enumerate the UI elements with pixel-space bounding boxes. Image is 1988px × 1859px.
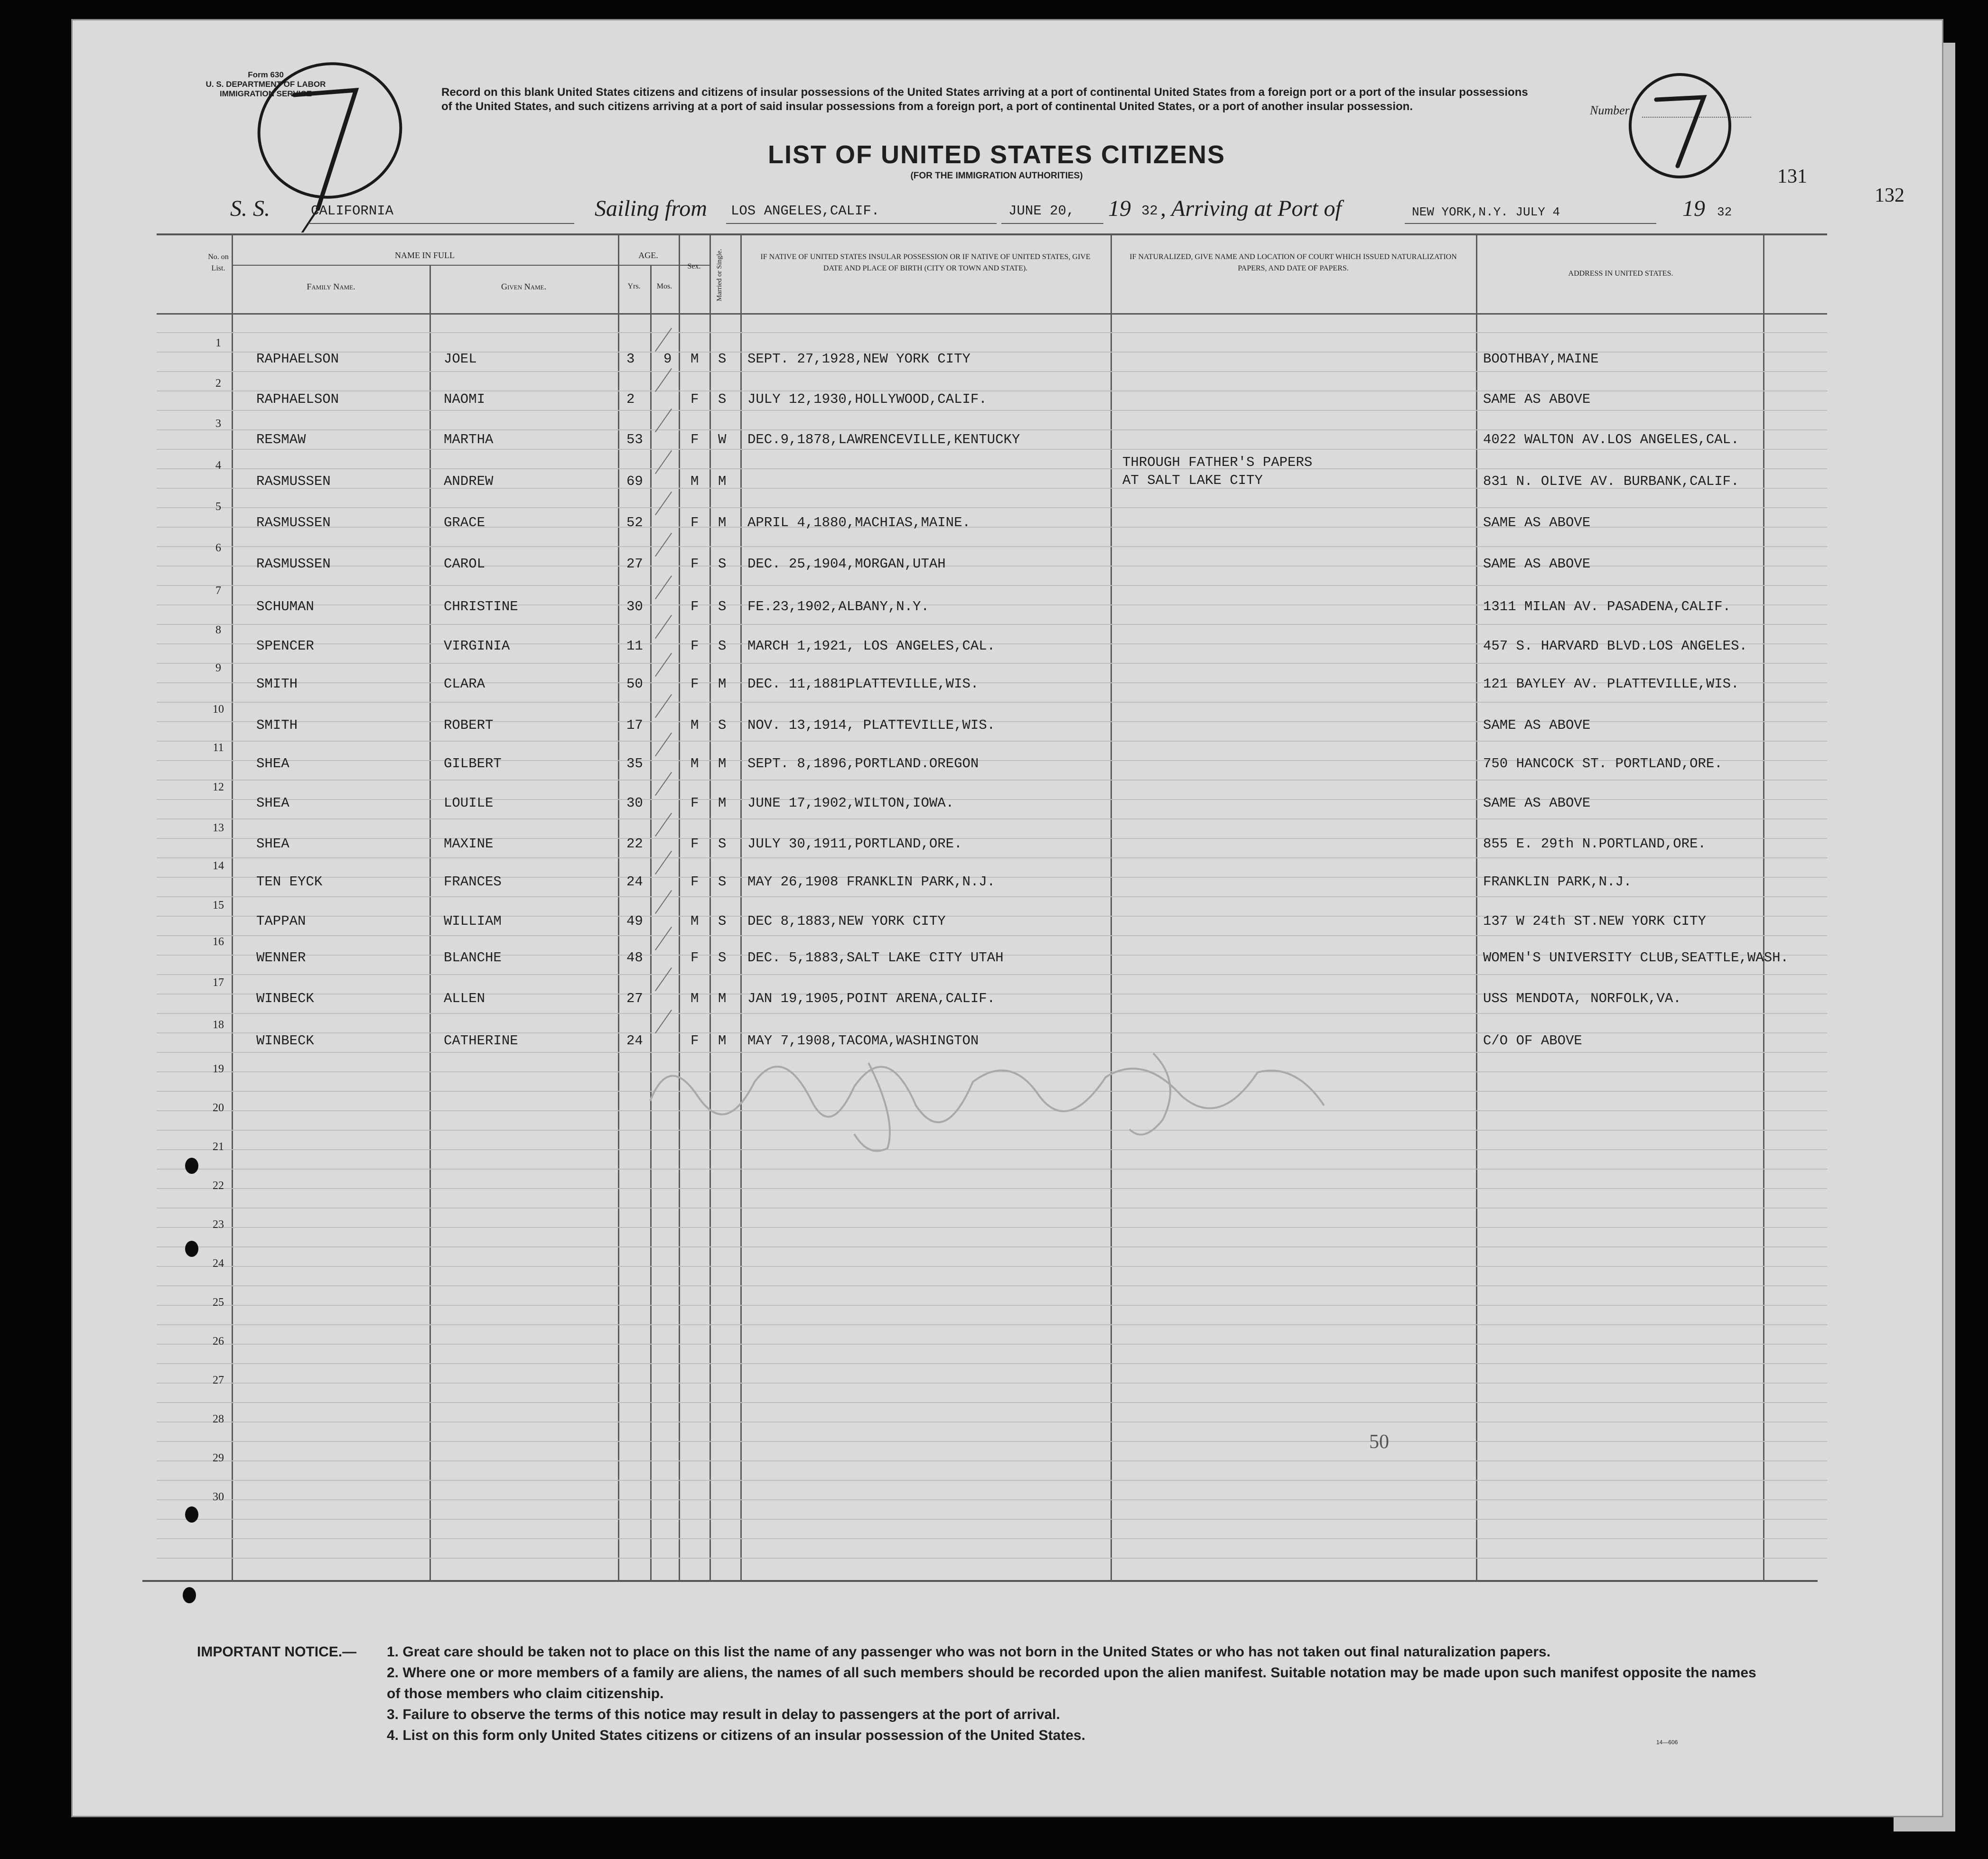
ruled-line <box>157 935 1827 936</box>
birth-date-place: MARCH 1,1921, LOS ANGELES,CAL. <box>747 638 996 654</box>
ruled-line <box>157 1363 1827 1364</box>
sailing-year-prefix: 19 <box>1108 196 1131 221</box>
row-number: 18 <box>213 1019 224 1031</box>
sailing-year: 32 <box>1141 203 1158 219</box>
number-label: Number <box>1590 103 1630 117</box>
notice-item-1: 1. Great care should be taken not to place on this list the name of any passenger who was not born in the United States or who has not taken out final naturalization papers. <box>387 1644 1551 1660</box>
marital-status: S <box>718 556 727 572</box>
sex: F <box>691 599 699 614</box>
row-number: 23 <box>213 1218 224 1231</box>
header-sex: Sex. <box>687 262 701 270</box>
punch-hole <box>185 1241 198 1257</box>
col-sep-given <box>618 233 619 1581</box>
row-number: 22 <box>213 1180 224 1192</box>
birth-date-place: NOV. 13,1914, PLATTEVILLE,WIS. <box>747 717 996 733</box>
page-number-back: 132 <box>1875 185 1904 206</box>
ruled-line <box>157 780 1827 781</box>
row-number: 6 <box>215 542 221 554</box>
given-name: MARTHA <box>444 432 494 447</box>
age-years: 30 <box>626 795 643 811</box>
family-name: RASMUSSEN <box>256 556 331 572</box>
given-name: BLANCHE <box>444 950 502 966</box>
punch-hole <box>185 1158 198 1174</box>
marital-status: W <box>718 432 727 447</box>
notice-item-3: 3. Failure to observe the terms of this notice may result in delay to passengers at the port of arrival. <box>387 1707 1060 1722</box>
faint-handwritten-signature <box>631 1025 1414 1158</box>
row-number: 14 <box>213 860 224 872</box>
birth-date-place: JULY 30,1911,PORTLAND,ORE. <box>747 836 962 852</box>
header-name-in-full: NAME IN FULL <box>395 251 455 260</box>
ruled-line <box>157 1383 1827 1384</box>
naturalization-info: AT SALT LAKE CITY <box>1122 473 1263 488</box>
ruled-line <box>157 1480 1827 1481</box>
row-number: 17 <box>213 976 224 989</box>
ruled-line <box>157 1499 1827 1500</box>
birth-date-place: DEC. 11,1881PLATTEVILLE,WIS. <box>747 676 979 692</box>
birth-date-place: JAN 19,1905,POINT ARENA,CALIF. <box>747 991 996 1006</box>
marital-status: S <box>718 391 727 407</box>
address: 4022 WALTON AV.LOS ANGELES,CAL. <box>1483 432 1739 447</box>
age-years: 35 <box>626 756 643 771</box>
header-married-single: Married or Single. <box>716 249 723 302</box>
family-name: SMITH <box>256 676 298 692</box>
ruled-line <box>157 1305 1827 1306</box>
row-number: 5 <box>215 501 221 513</box>
age-years: 24 <box>626 1033 643 1049</box>
birth-date-place: DEC. 5,1883,SALT LAKE CITY UTAH <box>747 950 1004 966</box>
address: 1311 MILAN AV. PASADENA,CALIF. <box>1483 599 1731 614</box>
row-number: 28 <box>213 1413 224 1425</box>
ruled-line <box>157 1441 1827 1442</box>
header-given-name: Given Name. <box>501 282 546 291</box>
table-header-rule <box>157 313 1827 315</box>
col-sep-birth <box>1111 233 1112 1581</box>
header-birth: IF NATIVE OF UNITED STATES INSULAR POSSESSION OR IF NATIVE OF UNITED STATES, GIVE DATE AND PLACE OF BIRTH (CITY OR TOWN AND STATE). <box>760 253 1091 272</box>
ruled-line <box>157 1460 1827 1461</box>
address: SAME AS ABOVE <box>1483 795 1591 811</box>
marital-status: S <box>718 717 727 733</box>
header-address: ADDRESS IN UNITED STATES. <box>1568 270 1673 278</box>
address: WOMEN'S UNIVERSITY CLUB,SEATTLE,WASH. <box>1483 950 1789 966</box>
row-number: 26 <box>213 1335 224 1348</box>
ruled-line <box>157 449 1827 450</box>
ruled-line <box>157 1402 1827 1403</box>
ruled-line <box>157 585 1827 586</box>
naturalization-info: THROUGH FATHER'S PAPERS <box>1122 455 1313 470</box>
given-name: JOEL <box>444 351 477 367</box>
row-number: 11 <box>213 742 224 754</box>
birth-date-place: DEC. 25,1904,MORGAN,UTAH <box>747 556 946 572</box>
sex: F <box>691 795 699 811</box>
header-family-name: Family Name. <box>307 282 355 291</box>
marital-status: S <box>718 913 727 929</box>
marital-status: M <box>718 756 727 771</box>
ruled-line <box>157 1013 1827 1014</box>
address: SAME AS ABOVE <box>1483 717 1591 733</box>
ruled-line <box>157 507 1827 508</box>
sex: F <box>691 638 699 654</box>
family-name: WENNER <box>256 950 306 966</box>
family-name: SMITH <box>256 717 298 733</box>
stamp-number: 50 <box>1369 1431 1389 1453</box>
age-years: 53 <box>626 432 643 447</box>
given-name: CATHERINE <box>444 1033 518 1049</box>
from-underline <box>726 223 997 224</box>
row-number: 27 <box>213 1374 224 1386</box>
row-number: 16 <box>213 936 224 948</box>
age-years: 24 <box>626 874 643 890</box>
marital-status: S <box>718 599 727 614</box>
given-name: NAOMI <box>444 391 485 407</box>
birth-date-place: SEPT. 27,1928,NEW YORK CITY <box>747 351 971 367</box>
notice-label: IMPORTANT NOTICE.— <box>197 1644 357 1660</box>
ruled-line <box>157 1344 1827 1345</box>
ship-name: CALIFORNIA <box>311 203 394 219</box>
header-yrs: Yrs. <box>627 282 641 290</box>
birth-date-place: JUNE 17,1902,WILTON,IOWA. <box>747 795 954 811</box>
row-number: 4 <box>215 459 221 472</box>
ruled-line <box>157 410 1827 411</box>
ruled-line <box>157 1558 1827 1559</box>
birth-date-place: SEPT. 8,1896,PORTLAND.OREGON <box>747 756 979 771</box>
given-name: GILBERT <box>444 756 502 771</box>
sex: F <box>691 676 699 692</box>
ship-underline <box>308 223 574 224</box>
sailing-from-port: LOS ANGELES,CALIF. <box>731 203 880 219</box>
col-sep-addr <box>1763 233 1764 1581</box>
ruled-line <box>157 1246 1827 1247</box>
marital-status: S <box>718 638 727 654</box>
sailing-from-label: Sailing from <box>595 196 707 221</box>
family-name: TEN EYCK <box>256 874 323 890</box>
handwritten-circled-number-right <box>1623 66 1737 190</box>
age-years: 49 <box>626 913 643 929</box>
marital-status: S <box>718 950 727 966</box>
family-name: RAPHAELSON <box>256 391 339 407</box>
marital-status: S <box>718 836 727 852</box>
row-number: 12 <box>213 781 224 793</box>
ss-label: S. S. <box>230 196 270 221</box>
ruled-line <box>157 546 1827 547</box>
row-number: 2 <box>215 377 221 390</box>
age-years: 27 <box>626 991 643 1006</box>
arrival-port-date: NEW YORK,N.Y. JULY 4 <box>1412 205 1560 219</box>
birth-date-place: JULY 12,1930,HOLLYWOOD,CALIF. <box>747 391 987 407</box>
address: 855 E. 29th N.PORTLAND,ORE. <box>1483 836 1706 852</box>
table-top-rule <box>157 233 1827 235</box>
age-years: 3 <box>626 351 635 367</box>
ruled-line <box>157 371 1827 372</box>
family-name: RASMUSSEN <box>256 515 331 530</box>
row-number: 25 <box>213 1296 224 1309</box>
family-name: SHEA <box>256 756 289 771</box>
ruled-line <box>157 818 1827 819</box>
ruled-line <box>157 1324 1827 1325</box>
given-name: ALLEN <box>444 991 485 1006</box>
age-years: 50 <box>626 676 643 692</box>
marital-status: S <box>718 351 727 367</box>
arriving-label: , Arriving at Port of <box>1160 196 1342 221</box>
sex: M <box>691 474 699 489</box>
age-years: 17 <box>626 717 643 733</box>
given-name: ANDREW <box>444 474 494 489</box>
birth-date-place: FE.23,1902,ALBANY,N.Y. <box>747 599 929 614</box>
intro-instructions: Record on this blank United States citizens and citizens of insular possessions of the United States arriving at a port of continental United States from a foreign port or a port of the insular possessions of the United States, and such citizens arriving at a port of said insular possessions from a foreign port, a port of continental United States, or a port of another insular possession. <box>441 86 1528 113</box>
age-years: 27 <box>626 556 643 572</box>
ruled-line <box>157 896 1827 897</box>
given-name: CHRISTINE <box>444 599 518 614</box>
row-number: 21 <box>213 1141 224 1153</box>
sex: M <box>691 913 699 929</box>
row-number: 3 <box>215 418 221 430</box>
row-number: 15 <box>213 899 224 911</box>
address: 831 N. OLIVE AV. BURBANK,CALIF. <box>1483 474 1739 489</box>
family-name: RASMUSSEN <box>256 474 331 489</box>
row-number: 1 <box>215 337 221 349</box>
ruled-line <box>157 857 1827 858</box>
address: 121 BAYLEY AV. PLATTEVILLE,WIS. <box>1483 676 1739 692</box>
sex: F <box>691 432 699 447</box>
age-years: 69 <box>626 474 643 489</box>
sex: M <box>691 756 699 771</box>
ruled-line <box>157 468 1827 469</box>
sex: F <box>691 836 699 852</box>
sex: F <box>691 515 699 530</box>
given-name: CLARA <box>444 676 485 692</box>
sex: M <box>691 991 699 1006</box>
date-underline <box>1001 223 1103 224</box>
birth-date-place: DEC 8,1883,NEW YORK CITY <box>747 913 946 929</box>
family-name: WINBECK <box>256 991 314 1006</box>
age-years: 52 <box>626 515 643 530</box>
ruled-line <box>157 429 1827 430</box>
age-years: 2 <box>626 391 635 407</box>
family-name: RESMAW <box>256 432 306 447</box>
sex: M <box>691 351 699 367</box>
header-age: AGE. <box>638 251 658 260</box>
family-name: SCHUMAN <box>256 599 314 614</box>
ruled-line <box>157 332 1827 333</box>
address: BOOTHBAY,MAINE <box>1483 351 1599 367</box>
ruled-line <box>157 1227 1827 1228</box>
punch-hole <box>185 1506 198 1523</box>
row-number: 13 <box>213 822 224 834</box>
sex: M <box>691 717 699 733</box>
ruled-line <box>157 1519 1827 1520</box>
print-code: 14—606 <box>1656 1739 1678 1746</box>
address: 457 S. HARVARD BLVD.LOS ANGELES. <box>1483 638 1747 654</box>
header-no-on-list: No. on List. <box>208 253 229 272</box>
given-name: CAROL <box>444 556 485 572</box>
marital-status: M <box>718 991 727 1006</box>
age-years: 11 <box>626 638 643 654</box>
sailing-date: JUNE 20, <box>1008 203 1075 219</box>
col-sep-sex <box>709 233 711 1581</box>
row-number: 19 <box>213 1063 224 1075</box>
family-name: SHEA <box>256 836 289 852</box>
row-number: 20 <box>213 1102 224 1114</box>
punch-hole <box>183 1587 196 1603</box>
address: USS MENDOTA, NORFOLK,VA. <box>1483 991 1681 1006</box>
age-months: 9 <box>663 351 672 367</box>
birth-date-place: MAY 26,1908 FRANKLIN PARK,N.J. <box>747 874 996 890</box>
table-bottom-rule <box>142 1580 1818 1582</box>
address: SAME AS ABOVE <box>1483 515 1591 530</box>
marital-status: M <box>718 676 727 692</box>
arrival-year-prefix: 19 <box>1682 196 1705 221</box>
row-number: 8 <box>215 624 221 636</box>
family-name: SHEA <box>256 795 289 811</box>
address: 750 HANCOCK ST. PORTLAND,ORE. <box>1483 756 1723 771</box>
ruled-line <box>157 1285 1827 1286</box>
age-years: 22 <box>626 836 643 852</box>
ruled-line <box>157 1188 1827 1189</box>
marital-status: M <box>718 795 727 811</box>
col-sep-mos <box>679 233 680 1581</box>
row-number: 9 <box>215 662 221 674</box>
address: C/O OF ABOVE <box>1483 1033 1582 1049</box>
port-underline <box>1405 223 1656 224</box>
ruled-line <box>157 974 1827 975</box>
family-name: SPENCER <box>256 638 314 654</box>
sex: F <box>691 950 699 966</box>
header-naturalized: IF NATURALIZED, GIVE NAME AND LOCATION OF COURT WHICH ISSUED NATURALIZATION PAPERS, AND DATE OF PAPERS. <box>1129 253 1457 272</box>
row-number: 10 <box>213 703 224 716</box>
sex: F <box>691 1033 699 1049</box>
notice-item-4: 4. List on this form only United States citizens or citizens of an insular possession of the United States. <box>387 1728 1085 1743</box>
marital-status: M <box>718 474 727 489</box>
page-subtitle: (FOR THE IMMIGRATION AUTHORITIES) <box>910 171 1083 181</box>
address: 137 W 24th ST.NEW YORK CITY <box>1483 913 1706 929</box>
form-service: IMMIGRATION SERVICE <box>220 89 312 98</box>
given-name: LOUILE <box>444 795 494 811</box>
row-number: 24 <box>213 1257 224 1270</box>
row-number: 7 <box>215 585 221 597</box>
given-name: VIRGINIA <box>444 638 510 654</box>
row-number: 30 <box>213 1491 224 1503</box>
family-name: TAPPAN <box>256 913 306 929</box>
ruled-line <box>157 1538 1827 1539</box>
given-name: MAXINE <box>444 836 494 852</box>
sex: F <box>691 391 699 407</box>
form-number: Form 630 <box>248 70 284 79</box>
family-name: WINBECK <box>256 1033 314 1049</box>
page-title: LIST OF UNITED STATES CITIZENS <box>768 140 1225 169</box>
given-name: GRACE <box>444 515 485 530</box>
given-name: FRANCES <box>444 874 502 890</box>
page-number-front: 131 <box>1777 166 1807 187</box>
ruled-line <box>157 624 1827 625</box>
given-name: ROBERT <box>444 717 494 733</box>
address: SAME AS ABOVE <box>1483 556 1591 572</box>
ruled-line <box>157 663 1827 664</box>
ruled-line <box>157 1169 1827 1170</box>
name-age-subrule <box>233 265 709 266</box>
col-sep-ms <box>740 233 742 1581</box>
ruled-line <box>157 1266 1827 1267</box>
sex: F <box>691 556 699 572</box>
col-sep-nat <box>1476 233 1477 1581</box>
marital-status: S <box>718 874 727 890</box>
notice-item-2: 2. Where one or more members of a family are aliens, the names of all such members should be recorded upon the alien manifest. Suitable notation may be made upon such manifest opposite the names of those members who claim citizenship. <box>387 1665 1756 1701</box>
arrival-year: 32 <box>1717 205 1732 219</box>
form-department: U. S. DEPARTMENT OF LABOR <box>205 80 326 89</box>
birth-date-place: APRIL 4,1880,MACHIAS,MAINE. <box>747 515 971 530</box>
marital-status: M <box>718 1033 727 1049</box>
ruled-line <box>157 741 1827 742</box>
birth-date-place: MAY 7,1908,TACOMA,WASHINGTON <box>747 1033 979 1049</box>
marital-status: M <box>718 515 727 530</box>
birth-date-place: DEC.9,1878,LAWRENCEVILLE,KENTUCKY <box>747 432 1020 447</box>
age-years: 48 <box>626 950 643 966</box>
row-number: 29 <box>213 1452 224 1464</box>
address: SAME AS ABOVE <box>1483 391 1591 407</box>
address: FRANKLIN PARK,N.J. <box>1483 874 1632 890</box>
ruled-line <box>157 702 1827 703</box>
family-name: RAPHAELSON <box>256 351 339 367</box>
given-name: WILLIAM <box>444 913 502 929</box>
age-years: 30 <box>626 599 643 614</box>
header-mos: Mos. <box>656 282 672 290</box>
sex: F <box>691 874 699 890</box>
